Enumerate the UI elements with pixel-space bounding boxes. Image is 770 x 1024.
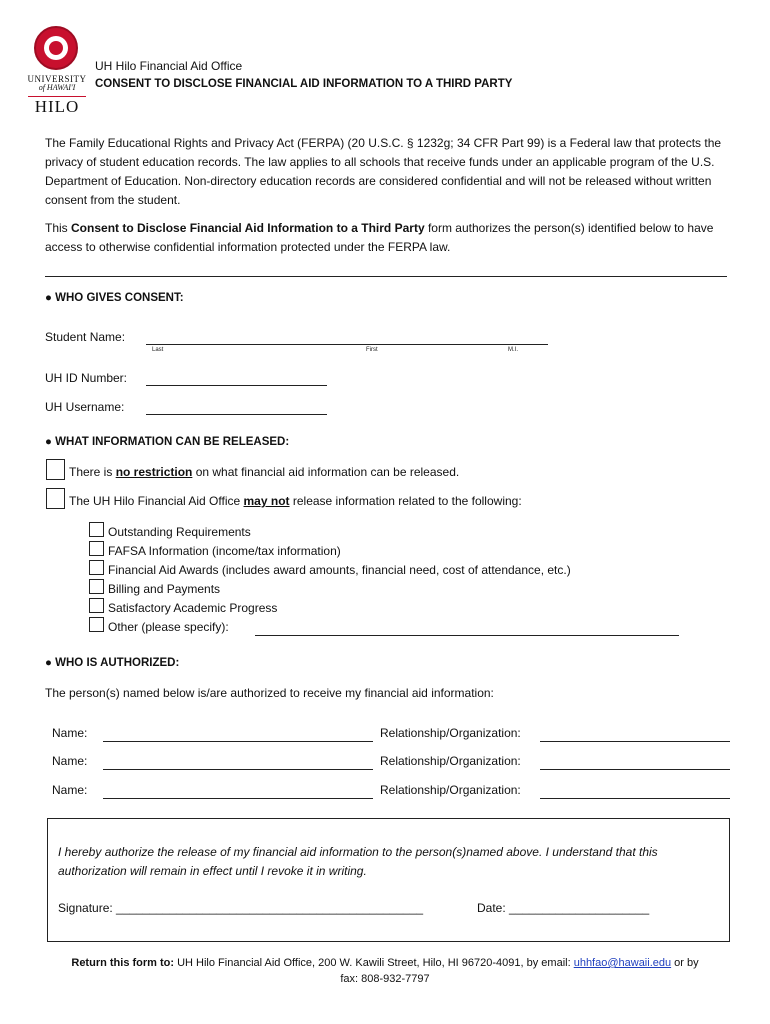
- logo-text-hilo: HILO: [34, 97, 80, 116]
- no-restriction-checkbox[interactable]: [46, 459, 65, 480]
- other-specify-field[interactable]: [255, 635, 679, 636]
- purpose-prefix: This: [45, 221, 72, 235]
- logo-text-university: UNIVERSITY: [27, 74, 87, 84]
- form-title: CONSENT TO DISCLOSE FINANCIAL AID INFORMATION TO A THIRD PARTY: [95, 78, 513, 90]
- section-divider: [45, 276, 727, 277]
- signature-label: Signature:: [58, 901, 113, 915]
- signature-field[interactable]: ______________________________________________: [116, 901, 424, 915]
- uh-id-field[interactable]: [146, 385, 327, 386]
- purpose-suffix: form authorizes the person(s) identified below to have access to otherwise confidential information protected under the FERPA law.: [45, 221, 714, 254]
- first-name-caption: First: [366, 347, 378, 353]
- relationship-label-1: Relationship/Organization:: [380, 726, 521, 740]
- last-name-caption: Last: [152, 347, 164, 353]
- no-restriction-emphasis: no restriction: [115, 465, 193, 479]
- relationship-label-3: Relationship/Organization:: [380, 783, 521, 797]
- billing-payments-label: Billing and Payments: [108, 582, 221, 596]
- relationship-field-3[interactable]: [540, 798, 730, 799]
- purpose-form-name: Consent to Disclose Financial Aid Information to a Third Party: [71, 221, 425, 235]
- no-restriction-label: There is no restriction on what financial aid information can be released.: [69, 465, 460, 479]
- date-label: Date:: [477, 901, 506, 915]
- authorization-statement: I hereby authorize the release of my financial aid information to the person(s)named above. I understand that this authorization will remain in effect until I revoke it in writing.: [58, 845, 658, 878]
- return-label: Return this form to:: [71, 957, 175, 969]
- fafsa-information-checkbox[interactable]: [89, 541, 104, 556]
- office-fax: fax: 808-932-7797: [340, 973, 430, 985]
- fafsa-information-label: FAFSA Information (income/tax information): [108, 544, 341, 558]
- academic-progress-label: Satisfactory Academic Progress: [108, 601, 278, 615]
- may-not-emphasis: may not: [243, 494, 290, 508]
- uh-username-label: UH Username:: [45, 400, 125, 414]
- student-name-field[interactable]: [146, 344, 548, 345]
- uh-id-label: UH ID Number:: [45, 371, 128, 385]
- form-purpose-paragraph: [45, 219, 725, 257]
- office-name: UH Hilo Financial Aid Office: [95, 59, 243, 73]
- relationship-label-2: Relationship/Organization:: [380, 754, 521, 768]
- authorized-name-field-2[interactable]: [103, 769, 373, 770]
- academic-progress-checkbox[interactable]: [89, 598, 104, 613]
- relationship-field-1[interactable]: [540, 741, 730, 742]
- authorized-name-label-1: Name:: [52, 726, 88, 740]
- financial-aid-awards-label: Financial Aid Awards (includes award amounts, financial need, cost of attendance, etc.): [108, 563, 571, 577]
- relationship-field-2[interactable]: [540, 769, 730, 770]
- outstanding-requirements-checkbox[interactable]: [89, 522, 104, 537]
- outstanding-requirements-label: Outstanding Requirements: [108, 525, 251, 539]
- authorized-intro: The person(s) named below is/are authorized to receive my financial aid information:: [45, 686, 494, 700]
- restricted-checkbox[interactable]: [46, 488, 65, 509]
- ferpa-paragraph: The Family Educational Rights and Privacy Act (FERPA) (20 U.S.C. § 1232g; 34 CFR Part 99) is a Federal law that protects the privacy of student education records. The law applies to all schools that receive funds under an applicable program of the U.S. Department of Education. Non-directory education records are considered confidential and will not be released without written consent from the student.: [45, 136, 722, 207]
- billing-payments-checkbox[interactable]: [89, 579, 104, 594]
- logo-text-hawaii: of HAWAI'I: [38, 83, 76, 92]
- release-heading: ● WHAT INFORMATION CAN BE RELEASED:: [45, 436, 290, 448]
- authorized-name-field-1[interactable]: [103, 741, 373, 742]
- date-row: [477, 901, 649, 915]
- uh-username-field[interactable]: [146, 414, 327, 415]
- authorized-heading: ● WHO IS AUTHORIZED:: [45, 657, 180, 669]
- authorized-name-label-2: Name:: [52, 754, 88, 768]
- university-seal-icon: [34, 26, 78, 70]
- other-checkbox[interactable]: [89, 617, 104, 632]
- student-name-label: Student Name:: [45, 330, 126, 344]
- signature-row: [58, 901, 423, 915]
- authorized-name-field-3[interactable]: [103, 798, 373, 799]
- consent-heading: ● WHO GIVES CONSENT:: [45, 292, 184, 304]
- financial-aid-awards-checkbox[interactable]: [89, 560, 104, 575]
- return-instructions: Return this form to: UH Hilo Financial Aid Office, 200 W. Kawili Street, Hilo, HI 96720-4091, by email: uhhfao@hawaii.edu or by fax: 808-932-7797: [71, 957, 699, 985]
- other-label: Other (please specify):: [108, 620, 229, 634]
- university-logo: [26, 26, 86, 118]
- return-address: UH Hilo Financial Aid Office, 200 W. Kawili Street, Hilo, HI 96720-4091, by email:: [174, 957, 574, 969]
- date-field[interactable]: _____________________: [509, 901, 650, 915]
- authorized-name-label-3: Name:: [52, 783, 88, 797]
- middle-initial-caption: M.I.: [508, 347, 518, 353]
- restricted-label: The UH Hilo Financial Aid Office may not release information related to the following:: [69, 494, 522, 508]
- office-email-link[interactable]: uhhfao@hawaii.edu: [573, 957, 672, 969]
